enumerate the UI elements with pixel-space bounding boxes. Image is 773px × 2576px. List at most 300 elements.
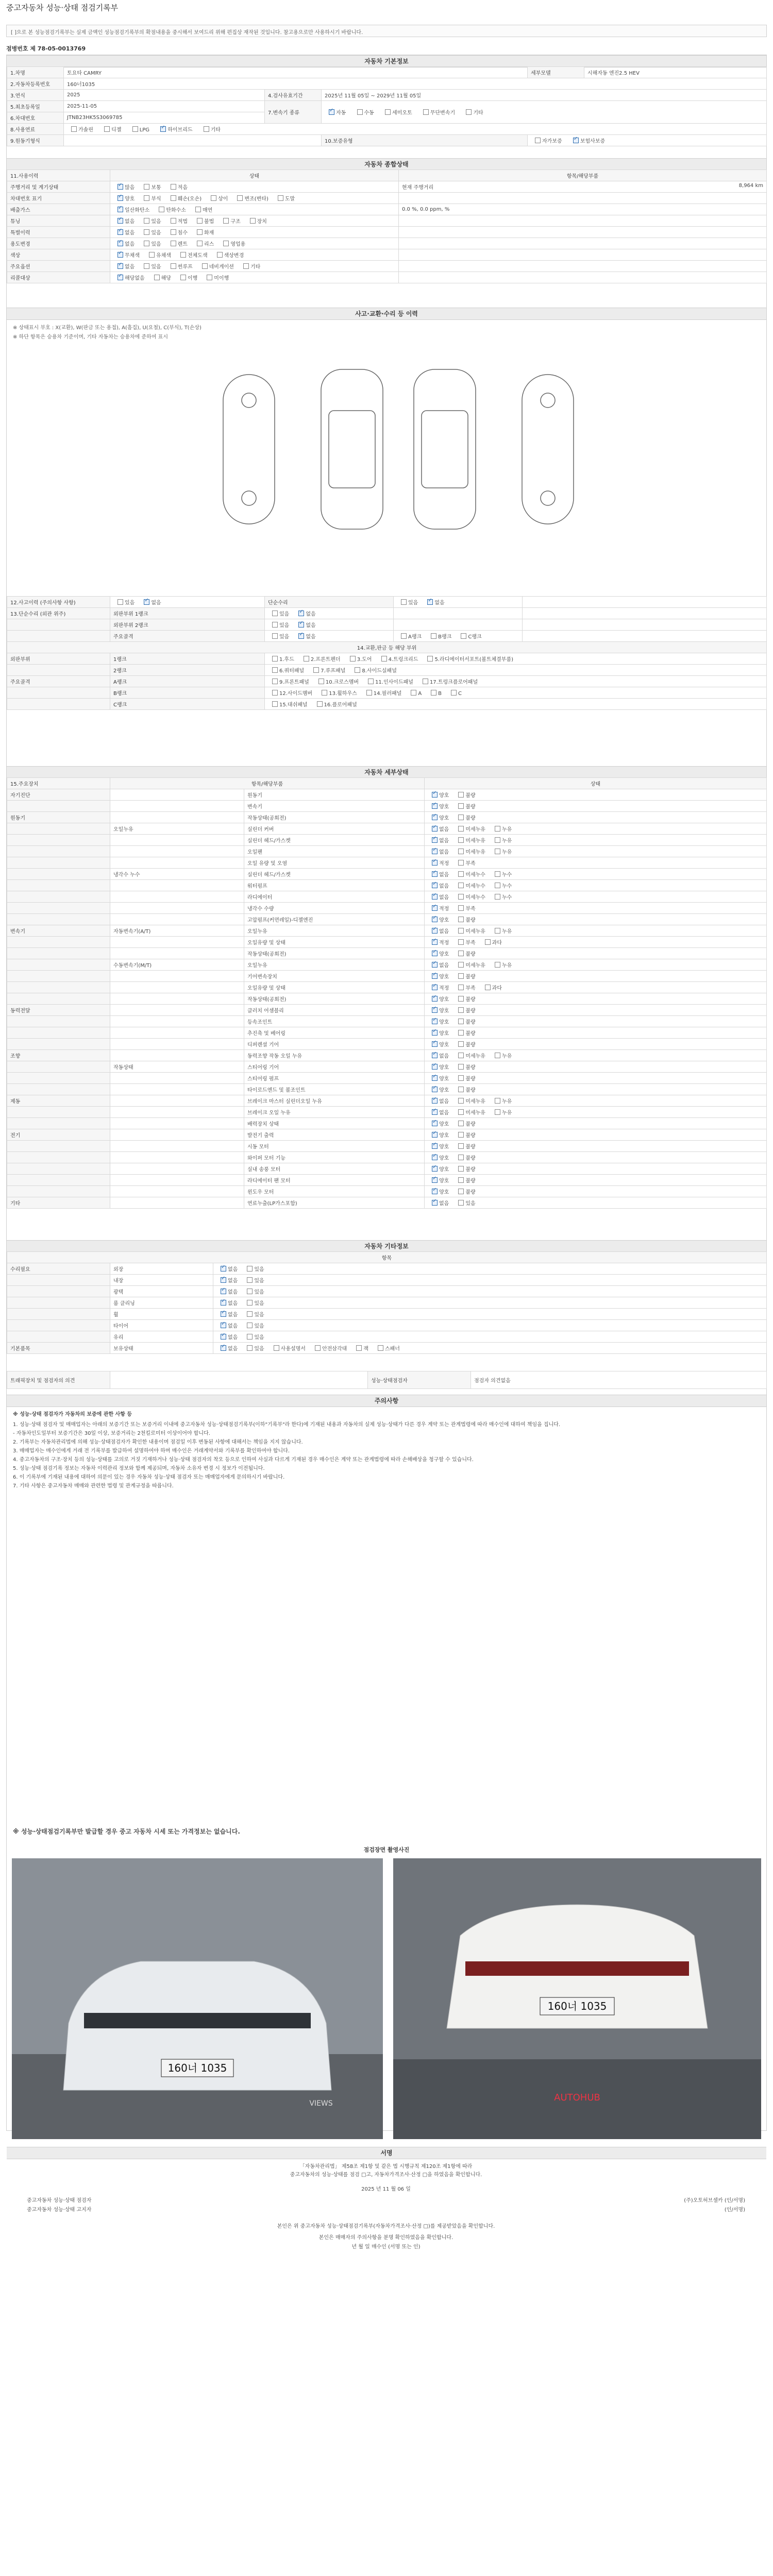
option: 누유 bbox=[491, 836, 512, 844]
option: ✓ 양호 bbox=[428, 814, 449, 821]
fuel-options: 가솔린 디젤 LPG ✓ 하이브리드 기타 bbox=[64, 124, 767, 135]
option: 부족 bbox=[454, 904, 475, 912]
checkbox-icon[interactable] bbox=[357, 109, 363, 115]
checkbox-icon[interactable] bbox=[298, 611, 304, 616]
checkbox-icon[interactable] bbox=[485, 939, 491, 945]
table-row bbox=[7, 227, 767, 238]
option: 훼손(오손) bbox=[166, 194, 201, 202]
checkbox-icon[interactable] bbox=[423, 679, 428, 684]
checkbox-icon[interactable] bbox=[432, 1019, 438, 1024]
checkbox-icon[interactable] bbox=[171, 218, 176, 224]
checkbox-icon[interactable] bbox=[432, 1143, 438, 1149]
device-subgroup bbox=[110, 801, 244, 812]
option: 10.크로스멤버 bbox=[314, 677, 359, 685]
option: 있음 bbox=[140, 228, 161, 236]
table-row bbox=[7, 1175, 767, 1186]
checkbox-icon[interactable] bbox=[458, 1143, 464, 1149]
status-options bbox=[213, 1286, 767, 1297]
device-subgroup bbox=[110, 1073, 244, 1084]
checkbox-icon[interactable] bbox=[204, 126, 209, 132]
checkbox-icon[interactable] bbox=[221, 1345, 226, 1351]
option: ✓ 없음 bbox=[428, 1108, 449, 1116]
checkbox-icon[interactable] bbox=[355, 667, 360, 673]
checkbox-icon[interactable] bbox=[458, 883, 464, 888]
checkbox-icon[interactable] bbox=[458, 1109, 464, 1115]
option: ✓ 적정 bbox=[428, 938, 449, 946]
option: ✓ 없음 bbox=[216, 1287, 238, 1295]
status-options bbox=[213, 1320, 767, 1331]
checkbox-icon[interactable] bbox=[144, 241, 149, 246]
checkbox-icon[interactable] bbox=[207, 275, 212, 280]
checkbox-icon[interactable] bbox=[272, 633, 278, 639]
option: 네비게이션 bbox=[198, 262, 234, 270]
option: ✓ 없음 bbox=[294, 609, 315, 617]
checkbox-icon[interactable] bbox=[315, 1345, 321, 1351]
checkbox-icon[interactable] bbox=[458, 826, 464, 832]
checkbox-icon[interactable] bbox=[368, 679, 374, 684]
fuel-label: 8.사용연료 bbox=[7, 124, 64, 135]
checkbox-icon[interactable] bbox=[159, 207, 164, 212]
checkbox-icon[interactable] bbox=[272, 656, 278, 662]
checkbox-icon[interactable] bbox=[385, 109, 391, 115]
checkbox-icon[interactable] bbox=[432, 894, 438, 900]
checkbox-icon[interactable] bbox=[221, 1300, 226, 1306]
option: 누유 bbox=[491, 961, 512, 969]
checkbox-icon[interactable] bbox=[211, 195, 216, 201]
rear-plate: 160너 1035 bbox=[547, 2000, 607, 2012]
checkbox-icon[interactable] bbox=[535, 138, 541, 143]
option: 불량 bbox=[454, 950, 475, 957]
checkbox-icon[interactable] bbox=[117, 184, 123, 190]
checkbox-icon[interactable] bbox=[458, 871, 464, 877]
checkbox-icon[interactable] bbox=[495, 1109, 500, 1115]
checkbox-icon[interactable] bbox=[272, 679, 278, 684]
status-options bbox=[425, 993, 767, 1005]
checkbox-icon[interactable] bbox=[458, 1189, 464, 1194]
checkbox-icon[interactable] bbox=[451, 690, 457, 696]
checkbox-icon[interactable] bbox=[197, 241, 203, 246]
table-row bbox=[7, 823, 767, 835]
checkbox-icon[interactable] bbox=[432, 871, 438, 877]
option: ✓ 적정 bbox=[428, 904, 449, 912]
checkbox-icon[interactable] bbox=[458, 803, 464, 809]
option: 탄화수소 bbox=[155, 206, 186, 213]
checkbox-icon[interactable] bbox=[427, 599, 433, 605]
wheel-icon bbox=[541, 491, 555, 505]
checkbox-icon[interactable] bbox=[458, 1075, 464, 1081]
checkbox-icon[interactable] bbox=[432, 1053, 438, 1058]
checkbox-icon[interactable] bbox=[432, 1098, 438, 1104]
table-row bbox=[7, 1084, 767, 1095]
option: ✓ 없음 bbox=[428, 825, 449, 833]
option: 적법 bbox=[166, 217, 188, 225]
checkbox-icon[interactable] bbox=[432, 849, 438, 854]
row-sublabel: 단순수리 bbox=[265, 597, 394, 608]
checkbox-icon[interactable] bbox=[495, 883, 500, 888]
checkbox-icon[interactable] bbox=[458, 849, 464, 854]
option: 렌트 bbox=[166, 240, 188, 247]
checkbox-icon[interactable] bbox=[221, 1323, 226, 1328]
checkbox-icon[interactable] bbox=[432, 962, 438, 968]
checkbox-icon[interactable] bbox=[432, 792, 438, 798]
device-subgroup bbox=[110, 812, 244, 823]
inspector-label: 성능·상태점검자 bbox=[368, 1371, 471, 1389]
checkbox-icon[interactable] bbox=[432, 951, 438, 956]
section-basic-info: 자동차 기본정보 bbox=[7, 55, 766, 67]
checkbox-icon[interactable] bbox=[274, 1345, 279, 1351]
checkbox-icon[interactable] bbox=[432, 996, 438, 1002]
option: 매연 bbox=[191, 206, 212, 213]
device-group bbox=[7, 1027, 110, 1039]
table-row bbox=[7, 1263, 767, 1275]
checkbox-icon[interactable] bbox=[432, 1064, 438, 1070]
option: 기타 bbox=[239, 262, 260, 270]
checkbox-icon[interactable] bbox=[272, 690, 278, 696]
checkbox-icon[interactable] bbox=[247, 1345, 253, 1351]
checkbox-icon[interactable] bbox=[432, 803, 438, 809]
checkbox-icon[interactable] bbox=[495, 962, 500, 968]
checkbox-icon[interactable] bbox=[495, 849, 500, 854]
checkbox-icon[interactable] bbox=[322, 690, 327, 696]
checkbox-icon[interactable] bbox=[432, 939, 438, 945]
checkbox-icon[interactable] bbox=[458, 1121, 464, 1126]
checkbox-icon[interactable] bbox=[298, 633, 304, 639]
option: 11.인사이드패널 bbox=[364, 677, 413, 685]
checkbox-icon[interactable] bbox=[495, 1053, 500, 1058]
checkbox-icon[interactable] bbox=[247, 1266, 253, 1272]
checkbox-icon[interactable] bbox=[71, 126, 77, 132]
checkbox-icon[interactable] bbox=[432, 1200, 438, 1206]
checkbox-icon[interactable] bbox=[304, 656, 309, 662]
checkbox-icon[interactable] bbox=[117, 195, 123, 201]
status-options bbox=[213, 1275, 767, 1286]
checkbox-icon[interactable] bbox=[317, 701, 323, 707]
checkbox-icon[interactable] bbox=[144, 195, 149, 201]
checkbox-icon[interactable] bbox=[458, 951, 464, 956]
checkbox-icon[interactable] bbox=[197, 218, 203, 224]
checkbox-icon[interactable] bbox=[401, 599, 407, 605]
checkbox-icon[interactable] bbox=[458, 1155, 464, 1160]
option: 4.트렁크리드 bbox=[377, 655, 418, 663]
checkbox-icon[interactable] bbox=[423, 109, 429, 115]
checkbox-icon[interactable] bbox=[221, 1289, 226, 1294]
checkbox-icon[interactable] bbox=[144, 184, 149, 190]
checkbox-icon[interactable] bbox=[458, 860, 464, 866]
device-subgroup bbox=[110, 880, 244, 891]
checkbox-icon[interactable] bbox=[411, 690, 416, 696]
device-subgroup bbox=[110, 789, 244, 801]
checkbox-icon[interactable] bbox=[223, 241, 229, 246]
checkbox-icon[interactable] bbox=[495, 928, 500, 934]
checkbox-icon[interactable] bbox=[432, 1166, 438, 1172]
checkbox-icon[interactable] bbox=[432, 1007, 438, 1013]
checkbox-icon[interactable] bbox=[458, 1064, 464, 1070]
table-row bbox=[7, 193, 767, 204]
checkbox-icon[interactable] bbox=[144, 229, 149, 235]
device-subgroup bbox=[110, 1107, 244, 1118]
status-options bbox=[265, 687, 767, 699]
table-row bbox=[7, 1039, 767, 1050]
checkbox-icon[interactable] bbox=[458, 996, 464, 1002]
checkbox-icon[interactable] bbox=[461, 633, 466, 639]
checkbox-icon[interactable] bbox=[432, 1132, 438, 1138]
checkbox-icon[interactable] bbox=[432, 905, 438, 911]
checkbox-icon[interactable] bbox=[458, 1098, 464, 1104]
checkbox-icon[interactable] bbox=[278, 195, 283, 201]
checkbox-icon[interactable] bbox=[149, 252, 155, 258]
checkbox-icon[interactable] bbox=[221, 1277, 226, 1283]
checkbox-icon[interactable] bbox=[247, 1311, 253, 1317]
checkbox-icon[interactable] bbox=[237, 195, 243, 201]
checkbox-icon[interactable] bbox=[458, 962, 464, 968]
option: 불량 bbox=[454, 916, 475, 923]
device-item: 작동상태(공회전) bbox=[244, 812, 425, 823]
checkbox-icon[interactable] bbox=[250, 218, 256, 224]
row-extra: 현재 주행거리 8,964 km bbox=[399, 181, 767, 193]
checkbox-icon[interactable] bbox=[458, 973, 464, 979]
checkbox-icon[interactable] bbox=[366, 690, 372, 696]
checkbox-icon[interactable] bbox=[573, 138, 579, 143]
checkbox-icon[interactable] bbox=[432, 1075, 438, 1081]
checkbox-icon[interactable] bbox=[144, 599, 149, 605]
checkbox-icon[interactable] bbox=[217, 252, 223, 258]
option: 불량 bbox=[454, 1165, 475, 1173]
checkbox-icon[interactable] bbox=[272, 611, 278, 616]
checkbox-icon[interactable] bbox=[432, 1121, 438, 1126]
checkbox-icon[interactable] bbox=[485, 985, 491, 990]
checkbox-icon[interactable] bbox=[180, 275, 186, 280]
option: 있음 bbox=[140, 262, 161, 270]
checkbox-icon[interactable] bbox=[458, 792, 464, 798]
checkbox-icon[interactable] bbox=[117, 241, 123, 246]
checkbox-icon[interactable] bbox=[431, 690, 436, 696]
option: 누유 bbox=[491, 1052, 512, 1059]
checkbox-icon[interactable] bbox=[458, 815, 464, 820]
checkbox-icon[interactable] bbox=[401, 633, 407, 639]
checkbox-icon[interactable] bbox=[171, 241, 176, 246]
table-row bbox=[7, 1297, 767, 1309]
option: ✓ 없음 bbox=[216, 1299, 238, 1307]
checkbox-icon[interactable] bbox=[432, 1155, 438, 1160]
checkbox-icon[interactable] bbox=[458, 928, 464, 934]
basic-info-table bbox=[7, 66, 767, 146]
status-options bbox=[213, 1309, 767, 1320]
checkbox-icon[interactable] bbox=[432, 826, 438, 832]
checkbox-icon[interactable] bbox=[117, 218, 123, 224]
receipt-sign-row[interactable]: 년 월 일 매수인 (서명 또는 인) bbox=[351, 2244, 421, 2250]
other-item: 광택 bbox=[110, 1286, 213, 1297]
option: ✓ 없음 bbox=[428, 1097, 449, 1105]
checkbox-icon[interactable] bbox=[247, 1289, 253, 1294]
option: 5.라디에이터서포트(볼트체결부품) bbox=[423, 655, 513, 663]
checkbox-icon[interactable] bbox=[272, 701, 278, 707]
checkbox-icon[interactable] bbox=[458, 985, 464, 990]
checkbox-icon[interactable] bbox=[117, 599, 123, 605]
checkbox-icon[interactable] bbox=[180, 252, 186, 258]
checkbox-icon[interactable] bbox=[458, 837, 464, 843]
checkbox-icon[interactable] bbox=[313, 667, 319, 673]
option: ✓ 양호 bbox=[113, 194, 135, 202]
checkbox-icon[interactable] bbox=[466, 109, 472, 115]
checkbox-icon[interactable] bbox=[117, 275, 123, 280]
checkbox-icon[interactable] bbox=[154, 275, 160, 280]
status-options bbox=[425, 948, 767, 959]
transmission-options: ✓ 자동 수동 세미오토 무단변속기 기타 bbox=[322, 101, 767, 124]
option: 영업용 bbox=[219, 240, 245, 247]
checkbox-icon[interactable] bbox=[195, 207, 201, 212]
checkbox-icon[interactable] bbox=[221, 1334, 226, 1340]
checkbox-icon[interactable] bbox=[221, 1311, 226, 1317]
status-options bbox=[265, 653, 767, 665]
appraiser-sign-value[interactable]: (인/서명) bbox=[724, 2207, 745, 2213]
other-item: 타이어 bbox=[110, 1320, 213, 1331]
table-row bbox=[7, 812, 767, 823]
checkbox-icon[interactable] bbox=[432, 883, 438, 888]
checkbox-icon[interactable] bbox=[329, 109, 334, 115]
checkbox-icon[interactable] bbox=[458, 1053, 464, 1058]
checkbox-icon[interactable] bbox=[132, 126, 138, 132]
table-row bbox=[7, 1197, 767, 1209]
option: 보통 bbox=[140, 183, 161, 191]
checkbox-icon[interactable] bbox=[117, 252, 123, 258]
checkbox-icon[interactable] bbox=[221, 1266, 226, 1272]
device-group bbox=[7, 1118, 110, 1129]
checkbox-icon[interactable] bbox=[495, 871, 500, 877]
checkbox-icon[interactable] bbox=[432, 985, 438, 990]
checkbox-icon[interactable] bbox=[458, 1166, 464, 1172]
checkbox-icon[interactable] bbox=[432, 973, 438, 979]
note-item: 2. 기록부는 자동차관리법에 의해 성능·상태점검자가 확인한 내용이며 점검일 이후 변동된 사항에 대해서는 책임을 지지 않습니다. bbox=[13, 1439, 303, 1445]
checkbox-icon[interactable] bbox=[458, 894, 464, 900]
checkbox-icon[interactable] bbox=[298, 622, 304, 628]
checkbox-icon[interactable] bbox=[495, 826, 500, 832]
option: 과다 bbox=[481, 938, 502, 946]
checkbox-icon[interactable] bbox=[117, 207, 123, 212]
checkbox-icon[interactable] bbox=[171, 195, 176, 201]
option: C bbox=[447, 690, 462, 697]
checkbox-icon[interactable] bbox=[458, 1177, 464, 1183]
row-label: 주행거리 및 계기상태 bbox=[7, 181, 110, 193]
car-name-label: 1.차명 bbox=[7, 67, 64, 78]
device-subgroup bbox=[110, 948, 244, 959]
checkbox-icon[interactable] bbox=[458, 1041, 464, 1047]
checkbox-icon[interactable] bbox=[243, 263, 249, 269]
other-group: 수리필요 bbox=[7, 1263, 110, 1275]
device-group bbox=[7, 948, 110, 959]
checkbox-icon[interactable] bbox=[432, 1177, 438, 1183]
device-item: 워터펌프 bbox=[244, 880, 425, 891]
device-subgroup bbox=[110, 1152, 244, 1163]
option: 누유 bbox=[491, 848, 512, 855]
checkbox-icon[interactable] bbox=[381, 656, 387, 662]
option: 부족 bbox=[454, 984, 475, 991]
checkbox-icon[interactable] bbox=[432, 1030, 438, 1036]
photo-section-title: 점검장면 촬영사진 bbox=[363, 1846, 410, 1853]
checkbox-icon[interactable] bbox=[272, 622, 278, 628]
inspector-value: 점검자 의견없음 bbox=[471, 1371, 767, 1389]
checkbox-icon[interactable] bbox=[117, 229, 123, 235]
checkbox-icon[interactable] bbox=[171, 229, 176, 235]
notice-box: [ ]으로 본 성능점검기록부는 실제 금액인 성능점검기록부의 확점내용을 중시해서 보여드리 위해 편집상 재작된 것입니다. 참고용으로만 사용하시기 바랍니다. bbox=[6, 25, 767, 37]
status-options bbox=[213, 1297, 767, 1309]
checkbox-icon[interactable] bbox=[495, 1098, 500, 1104]
checkbox-icon[interactable] bbox=[104, 126, 110, 132]
checkbox-icon[interactable] bbox=[432, 928, 438, 934]
checkbox-icon[interactable] bbox=[432, 917, 438, 922]
option: 안전삼각대 bbox=[311, 1344, 347, 1352]
checkbox-icon[interactable] bbox=[432, 1087, 438, 1092]
checkbox-icon[interactable] bbox=[432, 860, 438, 866]
checkbox-icon[interactable] bbox=[144, 218, 149, 224]
checkbox-icon[interactable] bbox=[495, 837, 500, 843]
checkbox-icon[interactable] bbox=[432, 837, 438, 843]
warranty-label: 10.보증유형 bbox=[322, 135, 528, 146]
checkbox-icon[interactable] bbox=[223, 218, 229, 224]
checkbox-icon[interactable] bbox=[272, 667, 278, 673]
checkbox-icon[interactable] bbox=[458, 1087, 464, 1092]
checkbox-icon[interactable] bbox=[117, 263, 123, 269]
checkbox-icon[interactable] bbox=[458, 1007, 464, 1013]
checkbox-icon[interactable] bbox=[458, 1200, 464, 1206]
checkbox-icon[interactable] bbox=[247, 1323, 253, 1328]
device-item: 실린더 커버 bbox=[244, 823, 425, 835]
option: 미세누수 bbox=[454, 893, 485, 901]
checkbox-icon[interactable] bbox=[318, 679, 324, 684]
checkbox-icon[interactable] bbox=[378, 1345, 383, 1351]
checkbox-icon[interactable] bbox=[247, 1334, 253, 1340]
checkbox-icon[interactable] bbox=[495, 894, 500, 900]
checkbox-icon[interactable] bbox=[458, 939, 464, 945]
checkbox-icon[interactable] bbox=[432, 1109, 438, 1115]
table-row bbox=[7, 249, 767, 261]
checkbox-icon[interactable] bbox=[356, 1345, 362, 1351]
device-subgroup: 수동변속기(M/T) bbox=[110, 959, 244, 971]
checkbox-icon[interactable] bbox=[247, 1277, 253, 1283]
option: 불량 bbox=[454, 995, 475, 1003]
device-subgroup: 자동변속기(A/T) bbox=[110, 925, 244, 937]
checkbox-icon[interactable] bbox=[171, 263, 176, 269]
row-sublabel: 외판부위 2랭크 bbox=[110, 619, 265, 631]
checkbox-icon[interactable] bbox=[458, 905, 464, 911]
checkbox-icon[interactable] bbox=[458, 1019, 464, 1024]
checkbox-icon[interactable] bbox=[171, 184, 176, 190]
device-group bbox=[7, 1039, 110, 1050]
checkbox-icon[interactable] bbox=[458, 1132, 464, 1138]
table-row bbox=[7, 1061, 767, 1073]
checkbox-icon[interactable] bbox=[431, 633, 436, 639]
status-options bbox=[425, 1186, 767, 1197]
section-accident: 사고·교환·수리 등 이력 bbox=[7, 308, 766, 320]
period-value: 2025년 11월 05일 ~ 2029년 11월 05일 bbox=[322, 90, 767, 101]
checkbox-icon[interactable] bbox=[432, 1189, 438, 1194]
device-group bbox=[7, 823, 110, 835]
checkbox-icon[interactable] bbox=[247, 1300, 253, 1306]
note-item: 7. 기타 사항은 중고자동차 매매와 관련한 법령 및 관계규정을 따릅니다. bbox=[13, 1483, 174, 1489]
checkbox-icon[interactable] bbox=[350, 656, 356, 662]
checkbox-icon[interactable] bbox=[427, 656, 433, 662]
checkbox-icon[interactable] bbox=[432, 815, 438, 820]
checkbox-icon[interactable] bbox=[458, 917, 464, 922]
checkbox-icon[interactable] bbox=[458, 1030, 464, 1036]
checkbox-icon[interactable] bbox=[202, 263, 208, 269]
device-subgroup bbox=[110, 914, 244, 925]
inspector-sign-value[interactable]: (주)오토허브셀카 (인/서명) bbox=[684, 2198, 745, 2204]
checkbox-icon[interactable] bbox=[197, 229, 203, 235]
checkbox-icon[interactable] bbox=[144, 263, 149, 269]
note-item: - 자동차인도일부터 보증기간은 30일 이상, 보증거리는 2천킬로미터 이상이어야 합니다. bbox=[13, 1431, 210, 1436]
checkbox-icon[interactable] bbox=[432, 1041, 438, 1047]
checkbox-icon[interactable] bbox=[160, 126, 166, 132]
